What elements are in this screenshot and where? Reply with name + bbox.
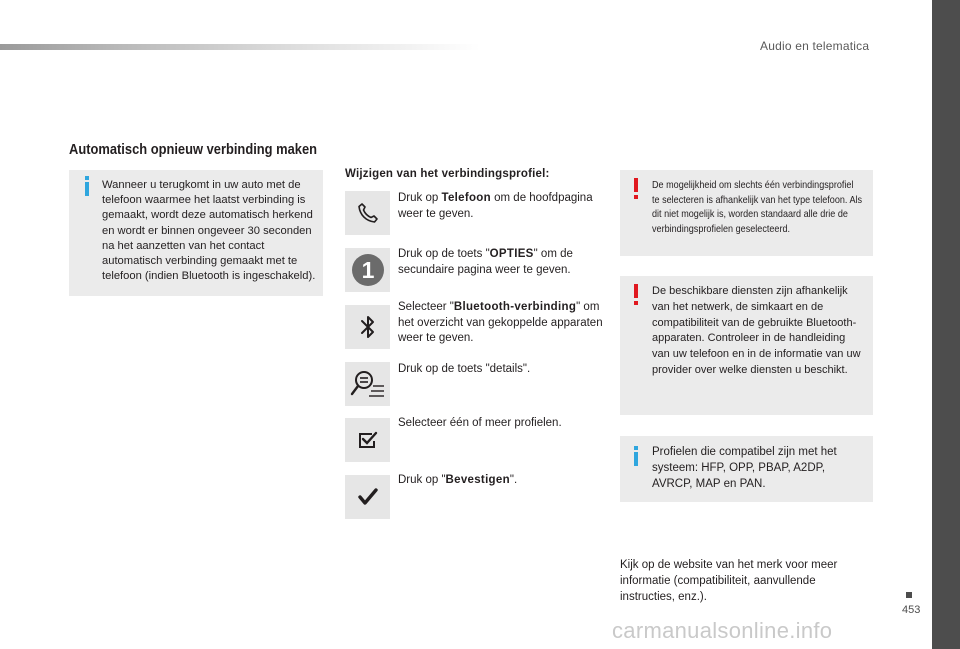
page-marker xyxy=(906,592,912,598)
warning-note-services xyxy=(620,276,873,415)
info-note-auto-reconnect xyxy=(69,170,323,296)
phone-icon xyxy=(345,191,390,235)
step-6-text: Druk op "Bevestigen". xyxy=(398,474,518,486)
number-one-icon xyxy=(345,248,390,292)
info-marker-icon xyxy=(634,452,638,466)
warning-marker-icon xyxy=(634,178,638,192)
section-title: Automatisch opnieuw verbinding maken xyxy=(69,141,318,158)
warning-note-profile-selection xyxy=(620,170,873,256)
info-marker-icon xyxy=(85,182,89,196)
page-number: 453 xyxy=(902,604,921,616)
warning-note-2-text: De beschikbare diensten zijn afhankelijk van het netwerk, de simkaart en de compatibiliteit van de gebruikte Bluetooth-apparaten. Controleer in de handleiding van uw telefoon en in de informatie van uw provider over welke diensten u beschikt. xyxy=(652,285,861,376)
info-note-2-text: Profielen die compatibel zijn met het systeem: HFP, OPP, PBAP, A2DP, AVRCP, MAP en PAN. xyxy=(652,446,837,490)
side-chapter-strip xyxy=(932,0,960,649)
warning-marker-icon xyxy=(634,284,638,298)
step-5-text: Selecteer één of meer profielen. xyxy=(398,417,562,429)
step-4-text: Druk op de toets "details". xyxy=(398,363,531,375)
website-reference-text: Kijk op de website van het merk voor meer informatie (compatibiliteit, aanvullende instructies, enz.). xyxy=(620,559,838,603)
header-gradient-bar xyxy=(0,44,480,50)
bluetooth-icon xyxy=(345,305,390,349)
warning-note-1-text: De mogelijkheid om slechts één verbindingsprofiel te selecteren is afhankelijk van het type telefoon. Als dit niet mogelijk is, worden standaard alle drie de verbindingsprofielen geselecteerd. xyxy=(652,180,863,235)
svg-text:1: 1 xyxy=(361,257,374,283)
procedure-title: Wijzigen van het verbindingsprofiel: xyxy=(345,168,550,180)
checkmark-icon xyxy=(345,475,390,519)
info-note-text: Wanneer u terugkomt in uw auto met de telefoon waarmee het laatst verbinding is gemaakt, wordt deze automatisch herkend en wordt er binnen ongeveer 30 seconden na het aanzetten van het contact automatisch verbinding gemaakt met te telefoon (indien Bluetooth is ingeschakeld). xyxy=(102,179,316,283)
details-search-icon xyxy=(345,362,390,406)
watermark: carmanualsonline.info xyxy=(612,618,833,643)
checkbox-icon xyxy=(345,418,390,462)
step-2-text: Druk op de toets "OPTIES" om de secundaire pagina weer te geven. xyxy=(398,248,573,276)
header-section-title: Audio en telematica xyxy=(760,39,870,53)
step-3-text: Selecteer "Bluetooth-verbinding" om het overzicht van gekoppelde apparaten weer te geven. xyxy=(398,301,603,344)
info-note-compatible-profiles xyxy=(620,436,873,502)
step-1-text: Druk op Telefoon om de hoofdpagina weer te geven. xyxy=(398,192,593,220)
